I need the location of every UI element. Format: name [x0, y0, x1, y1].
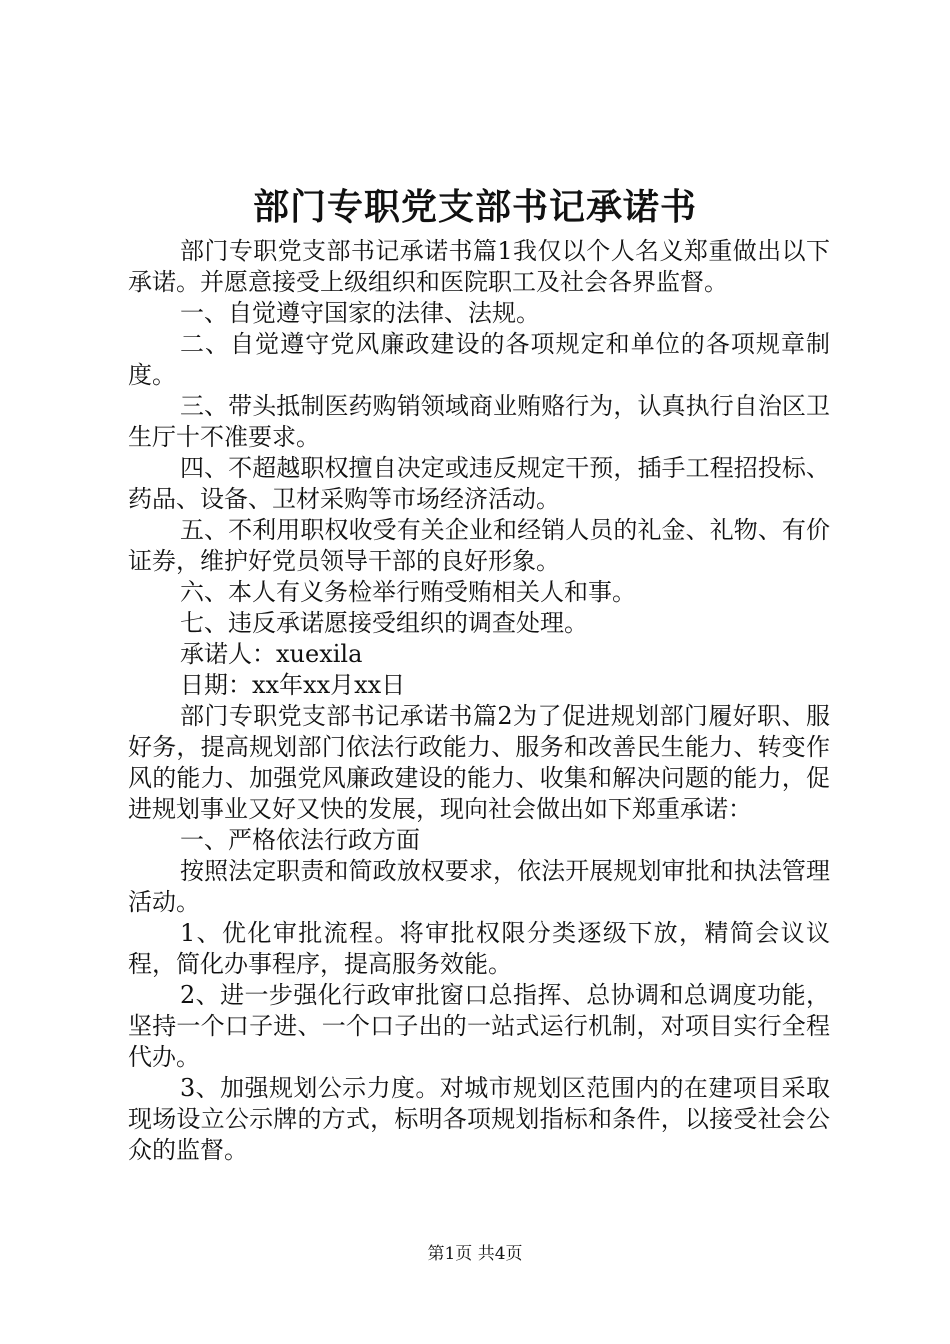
paragraph: 2、进一步强化行政审批窗口总指挥、总协调和总调度功能，坚持一个口子进、一个口子出的一站式运行机制，对项目实行全程代办。 [128, 981, 830, 1071]
page-footer: 第1页 共4页 [427, 1244, 523, 1264]
paragraph: 六、本人有义务检举行贿受贿相关人和事。 [180, 578, 636, 606]
date-line: 日期：xx年xx月xx日 [180, 671, 406, 699]
paragraph: 1、优化审批流程。将审批权限分类逐级下放，精简会议议程，简化办事程序，提高服务效能。 [128, 919, 830, 978]
paragraph: 三、带头抵制医药购销领域商业贿赂行为，认真执行自治区卫生厅十不准要求。 [128, 392, 830, 451]
paragraph: 部门专职党支部书记承诺书篇1我仅以个人名义郑重做出以下承诺。并愿意接受上级组织和医院职工及社会各界监督。 [128, 237, 830, 296]
paragraph: 一、自觉遵守国家的法律、法规。 [180, 299, 540, 327]
signatory-line: 承诺人：xuexila [180, 640, 363, 668]
paragraph: 四、不超越职权擅自决定或违反规定干预，插手工程招投标、药品、设备、卫材采购等市场经济活动。 [128, 454, 830, 513]
section-heading: 一、严格依法行政方面 [180, 826, 420, 854]
paragraph: 按照法定职责和简政放权要求，依法开展规划审批和执法管理活动。 [128, 857, 830, 916]
paragraph: 七、违反承诺愿接受组织的调查处理。 [180, 609, 588, 637]
document-title: 部门专职党支部书记承诺书 [252, 186, 697, 228]
paragraph: 3、加强规划公示力度。对城市规划区范围内的在建项目采取现场设立公示牌的方式，标明各项规划指标和条件，以接受社会公众的监督。 [128, 1074, 830, 1164]
paragraph: 五、不利用职权收受有关企业和经销人员的礼金、礼物、有价证券，维护好党员领导干部的良好形象。 [128, 516, 830, 575]
paragraph: 部门专职党支部书记承诺书篇2为了促进规划部门履好职、服好务，提高规划部门依法行政能力、服务和改善民生能力、转变作风的能力、加强党风廉政建设的能力、收集和解决问题的能力，促进规划事业又好又快的发展，现向社会做出如下郑重承诺： [128, 702, 830, 823]
paragraph: 二、自觉遵守党风廉政建设的各项规定和单位的各项规章制度。 [128, 330, 830, 389]
document-body [128, 236, 830, 1166]
